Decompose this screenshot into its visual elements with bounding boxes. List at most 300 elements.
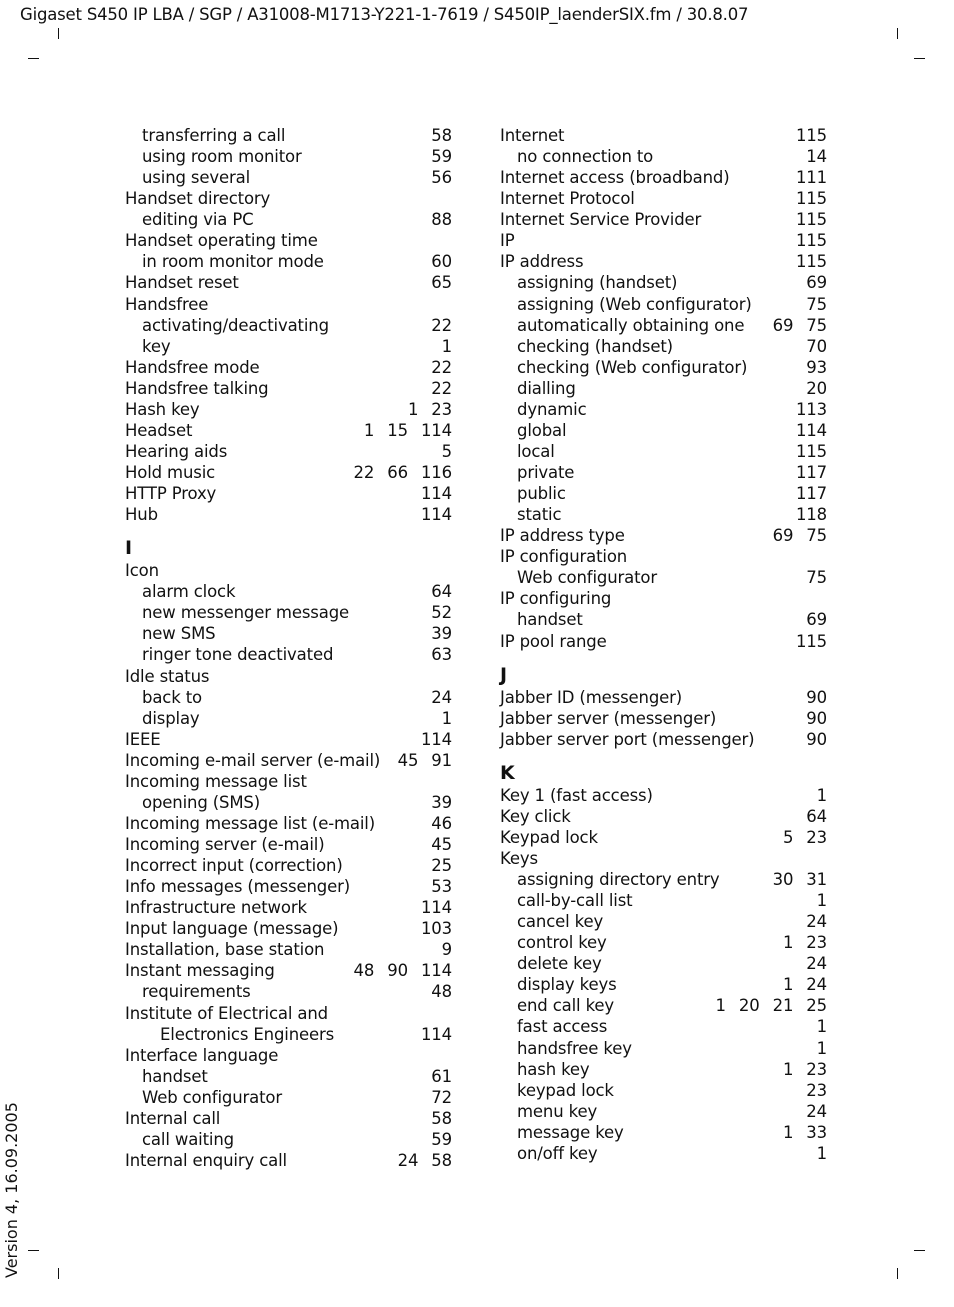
page-number: 1 xyxy=(782,975,794,995)
page-number: 58 xyxy=(431,126,452,145)
page-number: 70 xyxy=(806,336,827,356)
page-number: 24 xyxy=(806,954,827,974)
index-term: Headset xyxy=(125,420,193,440)
index-term: Internet access (broadband) xyxy=(500,168,730,188)
index-entry xyxy=(125,834,452,855)
index-term: Icon xyxy=(125,561,159,581)
index-term: Key 1 (fast access) xyxy=(500,785,653,805)
index-term: handset xyxy=(142,1066,208,1086)
page-references xyxy=(760,869,827,890)
index-term: control key xyxy=(517,933,607,953)
index-term: Hash key xyxy=(125,399,200,419)
page-number: 24 xyxy=(806,975,827,995)
index-term: Info messages (messenger) xyxy=(125,877,351,897)
index-entry xyxy=(500,848,827,869)
index-term: on/off key xyxy=(517,1143,598,1163)
index-term: Hub xyxy=(125,505,158,525)
page-number: 66 xyxy=(387,463,408,482)
index-term: Keys xyxy=(500,848,538,868)
page-number: 58 xyxy=(431,1108,452,1128)
index-term: message key xyxy=(517,1122,624,1142)
page-references xyxy=(793,953,827,974)
index-entry xyxy=(125,602,452,623)
page-references xyxy=(418,876,452,897)
index-term: transferring a call xyxy=(142,126,286,145)
page-number: 31 xyxy=(806,870,827,889)
page-number: 75 xyxy=(806,315,827,335)
index-entry xyxy=(125,441,452,462)
page-number: 64 xyxy=(431,582,452,602)
index-entry xyxy=(500,251,827,272)
page-number: 20 xyxy=(806,378,827,398)
index-term: Web configurator xyxy=(142,1087,283,1107)
index-term: Handset reset xyxy=(125,273,239,293)
page-references xyxy=(418,792,452,813)
page-references xyxy=(408,897,452,918)
page-references xyxy=(770,1122,827,1143)
page-references xyxy=(760,315,827,336)
index-term: Keypad lock xyxy=(500,827,598,847)
page-number: 114 xyxy=(795,420,827,440)
index-entry xyxy=(125,1087,452,1108)
index-entry xyxy=(125,167,452,188)
index-entry xyxy=(500,911,827,932)
index-entry xyxy=(500,294,827,315)
index-term: Handset directory xyxy=(125,189,271,209)
index-entry xyxy=(125,357,452,378)
page-references xyxy=(418,602,452,623)
page-references xyxy=(418,981,452,1002)
index-term: assigning (Web configurator) xyxy=(517,294,752,314)
page-references xyxy=(418,1087,452,1108)
page-number: 15 xyxy=(387,420,408,440)
index-term: Incoming e-mail server (e-mail) xyxy=(125,750,381,770)
index-term: Internal enquiry call xyxy=(125,1150,287,1170)
index-entry xyxy=(125,483,452,504)
crop-mark xyxy=(58,28,59,39)
page-references xyxy=(783,462,827,483)
page-number: 75 xyxy=(806,568,827,588)
page-references xyxy=(793,336,827,357)
page-references xyxy=(418,272,452,293)
index-term: automatically obtaining one xyxy=(517,315,745,335)
page-number: 45 xyxy=(431,835,452,854)
index-term: requirements xyxy=(142,982,251,1002)
page-number: 111 xyxy=(795,168,827,188)
index-entry xyxy=(500,932,827,953)
index-entry xyxy=(125,960,452,981)
page-number: 114 xyxy=(420,420,452,440)
page-number: 1 xyxy=(816,891,827,911)
page-number: 90 xyxy=(806,708,827,728)
page-references xyxy=(385,1150,452,1171)
page-references xyxy=(783,631,827,652)
index-column-right xyxy=(500,125,827,1164)
page-references xyxy=(783,420,827,441)
page-number: 115 xyxy=(795,231,827,251)
crop-mark xyxy=(58,1268,59,1279)
page-number: 39 xyxy=(431,792,452,812)
crop-mark xyxy=(914,1250,925,1251)
page-number: 63 xyxy=(431,645,452,665)
index-entry xyxy=(500,708,827,729)
page-number: 117 xyxy=(795,463,827,482)
page-references xyxy=(783,230,827,251)
index-term: Handset operating time xyxy=(125,231,318,251)
crop-mark xyxy=(897,1268,898,1279)
index-letter-heading: J xyxy=(500,663,508,686)
page-references xyxy=(804,785,827,806)
index-letter-heading: I xyxy=(125,537,133,560)
index-entry xyxy=(125,792,452,813)
index-entry xyxy=(125,1150,452,1171)
index-entry xyxy=(500,1016,827,1037)
page-number: 59 xyxy=(431,147,452,167)
page-number: 90 xyxy=(806,729,827,749)
index-entry xyxy=(500,272,827,293)
page-number: 90 xyxy=(387,961,408,981)
index-entry xyxy=(500,336,827,357)
page-references xyxy=(760,525,827,546)
page-number: 115 xyxy=(795,126,827,145)
page-references xyxy=(793,357,827,378)
page-references xyxy=(793,272,827,293)
index-entry xyxy=(125,146,452,167)
page-references xyxy=(418,834,452,855)
index-entry xyxy=(125,918,452,939)
index-entry xyxy=(500,315,827,336)
page-number: 117 xyxy=(795,484,827,504)
index-term: using room monitor xyxy=(142,147,302,167)
index-term: handsfree key xyxy=(517,1038,632,1058)
page-number: 91 xyxy=(431,750,452,770)
index-term: call-by-call list xyxy=(517,891,633,911)
page-number: 1 xyxy=(816,1143,827,1163)
page-references xyxy=(408,504,452,525)
page-number: 24 xyxy=(806,1101,827,1121)
page-number: 53 xyxy=(431,877,452,897)
page-references xyxy=(783,188,827,209)
index-term: Key click xyxy=(500,806,571,826)
index-term: display xyxy=(142,708,200,728)
page-number: 1 xyxy=(715,996,726,1016)
index-term: Handsfree talking xyxy=(125,378,269,398)
index-entry xyxy=(500,441,827,462)
index-term: call waiting xyxy=(142,1129,234,1149)
index-entry xyxy=(125,420,452,441)
index-term: cancel key xyxy=(517,912,604,932)
page-number: 14 xyxy=(806,147,827,167)
index-entry xyxy=(125,581,452,602)
page-number: 48 xyxy=(431,982,452,1002)
index-entry xyxy=(125,708,452,729)
index-term: IP configuring xyxy=(500,589,612,609)
page-references xyxy=(429,939,452,960)
crop-mark xyxy=(914,58,925,59)
index-entry xyxy=(500,609,827,630)
index-entry xyxy=(125,771,452,792)
page-number: 1 xyxy=(363,420,375,440)
index-entry xyxy=(125,399,452,420)
page-number: 116 xyxy=(420,463,452,482)
index-entry xyxy=(500,1038,827,1059)
index-term: in room monitor mode xyxy=(142,252,324,272)
page-references xyxy=(429,441,452,462)
index-entry xyxy=(500,1101,827,1122)
page-number: 9 xyxy=(441,940,452,960)
index-term: delete key xyxy=(517,954,602,974)
index-term: dialling xyxy=(517,378,576,398)
index-entry xyxy=(125,378,452,399)
index-term: Internet Protocol xyxy=(500,189,635,209)
index-term: key xyxy=(142,336,171,356)
page-references xyxy=(793,146,827,167)
page-number: 45 xyxy=(397,750,419,770)
index-entry xyxy=(500,230,827,251)
page-number: 5 xyxy=(782,827,794,847)
index-term: using several xyxy=(142,168,251,188)
index-term: dynamic xyxy=(517,399,587,419)
index-entry xyxy=(125,209,452,230)
page-number: 1 xyxy=(441,708,452,728)
page-number: 24 xyxy=(397,1150,419,1170)
page-references xyxy=(418,581,452,602)
index-entry xyxy=(125,687,452,708)
index-entry xyxy=(500,420,827,441)
index-entry xyxy=(125,1045,452,1066)
page-references xyxy=(793,806,827,827)
index-entry xyxy=(500,995,827,1016)
index-entry xyxy=(500,687,827,708)
index-term: fast access xyxy=(517,1017,608,1037)
index-entry xyxy=(125,294,452,315)
page-number: 65 xyxy=(431,273,452,293)
index-entry xyxy=(500,588,827,609)
page-references xyxy=(408,729,452,750)
page-number: 20 xyxy=(738,996,760,1016)
index-entry xyxy=(500,869,827,890)
index-term: Jabber server (messenger) xyxy=(500,708,717,728)
page-number: 60 xyxy=(431,252,452,272)
index-term: opening (SMS) xyxy=(142,792,261,812)
page-number: 114 xyxy=(420,1024,452,1044)
page-number: 23 xyxy=(806,1080,827,1100)
index-term: Instant messaging xyxy=(125,961,275,981)
index-term: ringer tone deactivated xyxy=(142,645,334,665)
page-references xyxy=(418,251,452,272)
index-entry xyxy=(125,230,452,251)
index-entry xyxy=(500,974,827,995)
page-number: 115 xyxy=(795,189,827,209)
page-number: 1 xyxy=(782,1122,794,1142)
index-entry xyxy=(125,1003,452,1024)
page-number: 1 xyxy=(441,336,452,356)
page-number: 30 xyxy=(772,870,794,889)
page-number: 22 xyxy=(353,463,375,482)
index-term: Incorrect input (correction) xyxy=(125,856,343,876)
index-term: back to xyxy=(142,687,202,707)
index-term: alarm clock xyxy=(142,582,236,602)
page-references xyxy=(395,399,452,420)
page-references xyxy=(783,125,827,146)
index-term: Idle status xyxy=(125,666,210,686)
page-references xyxy=(783,167,827,188)
page-references xyxy=(418,357,452,378)
index-entry xyxy=(125,462,452,483)
page-number: 118 xyxy=(795,505,827,525)
page-number: 56 xyxy=(431,168,452,188)
page-references xyxy=(418,125,452,146)
index-entry xyxy=(500,483,827,504)
index-term: IP pool range xyxy=(500,631,607,651)
index-term: display keys xyxy=(517,975,617,995)
page-number: 24 xyxy=(806,912,827,932)
page-number: 22 xyxy=(431,378,452,398)
page-number: 25 xyxy=(806,996,827,1016)
index-term: Incoming message list xyxy=(125,771,307,791)
index-term: new SMS xyxy=(142,624,216,644)
page-references xyxy=(804,1016,827,1037)
index-term: end call key xyxy=(517,996,615,1016)
page-number: 23 xyxy=(806,933,827,953)
page-number: 88 xyxy=(431,210,452,230)
page-number: 1 xyxy=(407,399,419,419)
index-term: editing via PC xyxy=(142,210,254,230)
page-references xyxy=(418,623,452,644)
page-references xyxy=(793,609,827,630)
index-entry xyxy=(125,644,452,665)
page-references xyxy=(793,708,827,729)
page-references xyxy=(783,399,827,420)
index-entry xyxy=(125,939,452,960)
page-number: 23 xyxy=(431,399,452,419)
page-references xyxy=(418,1066,452,1087)
page-references xyxy=(783,209,827,230)
page-references xyxy=(793,567,827,588)
index-term: Jabber ID (messenger) xyxy=(500,687,683,707)
page-references xyxy=(793,911,827,932)
index-column-left xyxy=(125,125,452,1171)
index-entry xyxy=(125,560,452,581)
page-number: 22 xyxy=(431,357,452,377)
index-entry xyxy=(125,315,452,336)
page-number: 24 xyxy=(431,687,452,707)
page-references xyxy=(770,1059,827,1080)
page-number: 23 xyxy=(806,827,827,847)
page-number: 115 xyxy=(795,252,827,272)
index-entry xyxy=(125,666,452,687)
page-references xyxy=(793,1080,827,1101)
page-number: 72 xyxy=(431,1087,452,1107)
index-letter-heading: K xyxy=(500,761,515,784)
index-term: IP address xyxy=(500,252,584,272)
page-references xyxy=(418,1129,452,1150)
page-references xyxy=(703,995,827,1016)
index-term: Institute of Electrical and xyxy=(125,1003,328,1023)
index-term: assigning directory entry xyxy=(517,870,720,889)
index-entry xyxy=(500,504,827,525)
page-number: 25 xyxy=(431,856,452,876)
index-entry xyxy=(500,1080,827,1101)
index-entry xyxy=(500,1143,827,1164)
page-references xyxy=(418,146,452,167)
page-number: 113 xyxy=(795,399,827,419)
page-references xyxy=(429,336,452,357)
page-references xyxy=(793,378,827,399)
index-entry xyxy=(500,546,827,567)
crop-mark xyxy=(28,1250,39,1251)
index-entry xyxy=(125,897,452,918)
index-term: assigning (handset) xyxy=(517,273,678,293)
page-references xyxy=(783,504,827,525)
page-number: 46 xyxy=(431,813,452,833)
page-references xyxy=(793,294,827,315)
page-number: 39 xyxy=(431,624,452,644)
index-entry xyxy=(500,567,827,588)
page-references xyxy=(408,483,452,504)
page-number: 48 xyxy=(353,961,375,981)
index-entry xyxy=(125,1024,452,1045)
page-number: 75 xyxy=(806,526,827,546)
page-number: 21 xyxy=(772,996,794,1016)
page-number: 69 xyxy=(806,610,827,630)
index-term: Infrastructure network xyxy=(125,898,307,918)
index-term: static xyxy=(517,505,562,525)
index-entry xyxy=(125,251,452,272)
index-term: Installation, base station xyxy=(125,940,325,960)
page-number: 1 xyxy=(816,1038,827,1058)
index-term: local xyxy=(517,441,555,461)
page-references xyxy=(793,687,827,708)
index-entry xyxy=(125,1108,452,1129)
index-entry xyxy=(500,188,827,209)
page-number: 1 xyxy=(782,1059,794,1079)
page-references xyxy=(770,932,827,953)
page-references xyxy=(770,974,827,995)
index-term: IEEE xyxy=(125,729,161,749)
index-term: Hearing aids xyxy=(125,441,228,461)
index-entry xyxy=(500,399,827,420)
page-references xyxy=(783,251,827,272)
page-references xyxy=(793,1101,827,1122)
page-number: 1 xyxy=(816,785,827,805)
index-entry xyxy=(500,125,827,146)
index-term: IP configuration xyxy=(500,547,628,567)
page-references xyxy=(418,687,452,708)
page-references xyxy=(418,315,452,336)
crop-mark xyxy=(897,28,898,39)
index-entry xyxy=(125,750,452,771)
index-entry xyxy=(500,378,827,399)
page-references xyxy=(418,1108,452,1129)
index-term: new messenger message xyxy=(142,603,350,623)
index-term: keypad lock xyxy=(517,1080,614,1100)
page-references xyxy=(418,209,452,230)
index-term: activating/deactivating xyxy=(142,315,329,335)
index-term: no connection to xyxy=(517,147,654,167)
index-term: Handsfree xyxy=(125,294,209,314)
page-references xyxy=(804,1143,827,1164)
page-number: 64 xyxy=(806,806,827,826)
page-number: 23 xyxy=(806,1059,827,1079)
page-number: 75 xyxy=(806,294,827,314)
index-entry xyxy=(500,462,827,483)
page-references xyxy=(408,918,452,939)
page-number: 33 xyxy=(806,1122,827,1142)
index-entry xyxy=(125,336,452,357)
page-references xyxy=(804,1038,827,1059)
page-references xyxy=(341,462,452,483)
